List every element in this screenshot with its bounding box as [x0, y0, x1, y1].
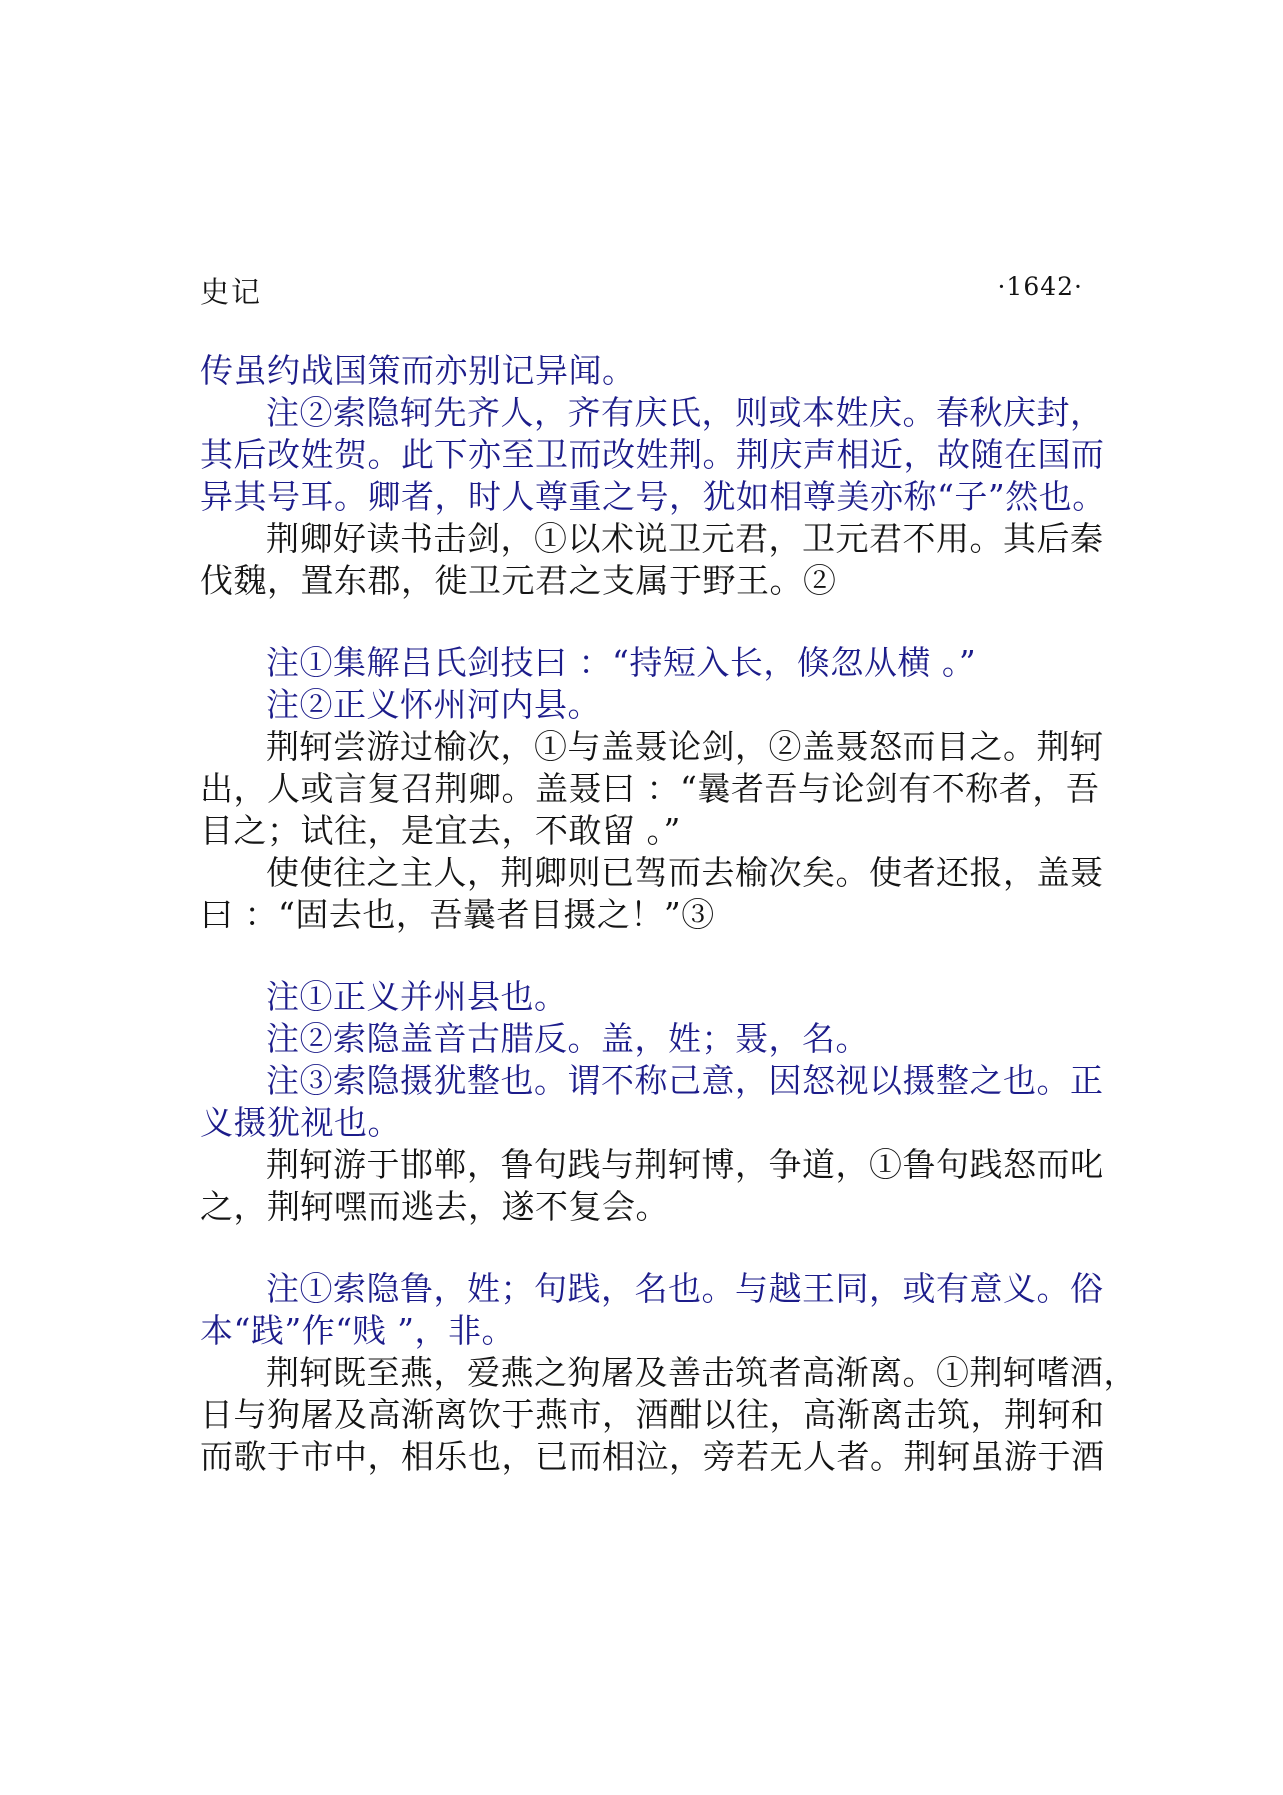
annotation-line: 注②索隐盖音古腊反。盖，姓；聂，名。: [266, 1019, 869, 1058]
main-text-line: 荆轲既至燕，爱燕之狗屠及善击筑者高渐离。①荆轲嗜酒，: [266, 1353, 1137, 1392]
annotation-line: 注①索隐鲁，姓；句践，名也。与越王同，或有意义。俗: [266, 1269, 1104, 1308]
main-text-line: 荆轲尝游过榆次，①与盖聂论剑，②盖聂怒而目之。荆轲: [266, 727, 1104, 766]
main-text-line: 荆卿好读书击剑，①以术说卫元君，卫元君不用。其后秦: [266, 519, 1104, 558]
main-text-line: 曰 ：“固去也，吾曩者目摄之！”③: [200, 895, 715, 934]
main-text-line: 日与狗屠及高渐离饮于燕市，酒酣以往，高渐离击筑，荆轲和: [200, 1395, 1105, 1434]
main-text-line: 使使往之主人，荆卿则已驾而去榆次矣。使者还报，盖聂: [266, 853, 1104, 892]
main-text-line: 伐魏，置东郡，徙卫元君之支属于野王。②: [200, 561, 837, 600]
main-text-line: 出，人或言复召荆卿。盖聂曰 ：“曩者吾与论剑有不称者，吾: [200, 769, 1100, 808]
page-number: ·1642·: [997, 272, 1083, 301]
annotation-line: 注②索隐轲先齐人，齐有庆氏，则或本姓庆。春秋庆封，: [266, 393, 1104, 432]
body-text: [200, 350, 1137, 1478]
annotation-line: 注③索隐摄犹整也。谓不称己意，因怒视以摄整之也。正: [266, 1061, 1104, 1100]
main-text-line: 荆轲游于邯郸，鲁句践与荆轲博，争道，①鲁句践怒而叱: [266, 1145, 1104, 1184]
paragraph-gap: [200, 936, 1110, 976]
main-text-line: 而歌于市中，相乐也，已而相泣，旁若无人者。荆轲虽游于酒: [200, 1437, 1105, 1476]
main-text-line: 之，荆轲嘿而逃去，遂不复会。: [200, 1187, 669, 1226]
annotation-line: 注①集解吕氏剑技曰 ：“持短入长，倏忽从横 。”: [266, 643, 977, 682]
main-text-line: 目之；试往，是宜去，不敢留 。”: [200, 811, 681, 850]
annotation-line: 义摄犹视也。: [200, 1103, 401, 1142]
page-header: [200, 270, 1083, 310]
annotation-line: 传虽约战国策而亦别记异闻。: [200, 351, 636, 390]
annotation-line: 其后改姓贺。此下亦至卫而改姓荆。荆庆声相近，故随在国而: [200, 435, 1105, 474]
paragraph-gap: [200, 1228, 1110, 1268]
annotation-line: 本“践”作“贱 ”，非。: [200, 1311, 515, 1350]
annotation-line: 异其号耳。卿者，时人尊重之号，犹如相尊美亦称“子”然也。: [200, 477, 1106, 516]
paragraph-gap: [200, 602, 1110, 642]
annotation-line: 注②正义怀州河内县。: [266, 685, 601, 724]
annotation-line: 注①正义并州县也。: [266, 977, 568, 1016]
book-title: 史记: [200, 275, 263, 309]
